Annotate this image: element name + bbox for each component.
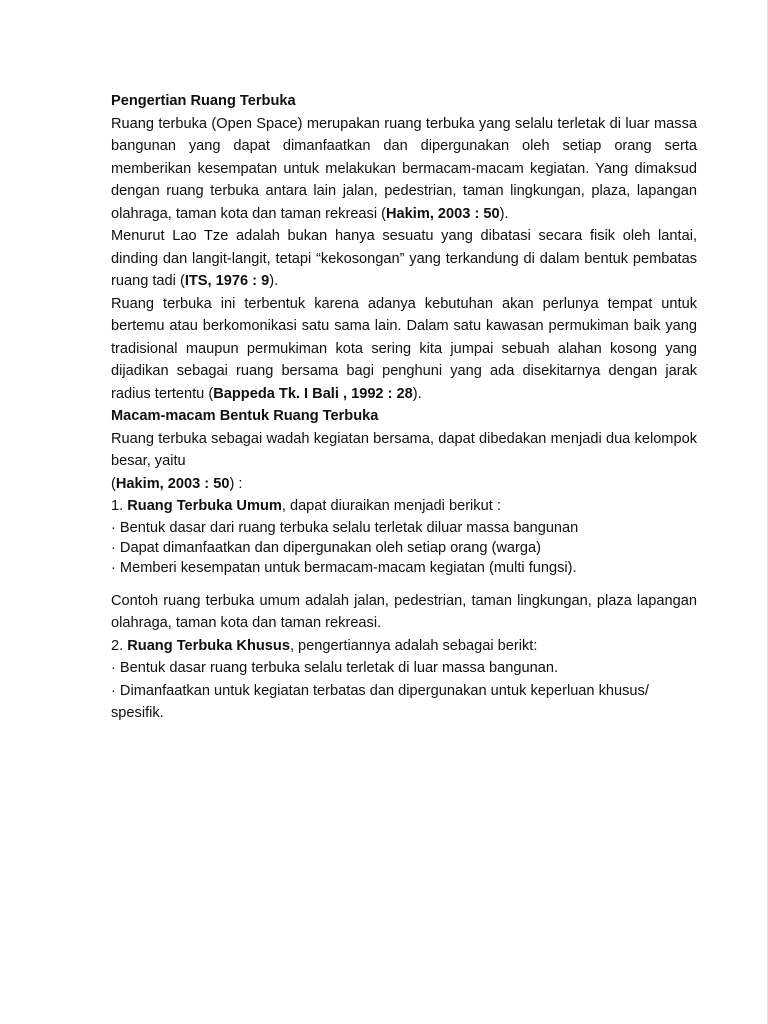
paragraph-definition: Ruang terbuka (Open Space) merupakan ruang terbuka yang selalu terletak di luar massa bangunan yang dapat dimanfaatkan dan dipergunakan oleh setiap orang serta memberikan kesempatan untuk melakukan bermacam-macam kegiatan. Yang dimaksud dengan ruang terbuka antara lain jalan, pedestrian, taman lingkungan, plaza, lapangan olahraga, taman kota dan taman rekreasi (Hakim, 2003 : 50). — [111, 115, 697, 222]
section-heading-pengertian: Pengertian Ruang Terbuka — [111, 93, 296, 109]
item-title: Ruang Terbuka Khusus — [127, 637, 290, 654]
paragraph-formation: Ruang terbuka ini terbentuk karena adanya kebutuhan akan perlunya tempat untuk bertemu atau berkomonikasi satu sama lain. Dalam satu kawasan permukiman baik yang tradisional maupun permukiman kota sering kita jumpai sebuah alahan kosong yang dijadikan sebagai ruang bersama bagi penghuni yang ada disekitarnya dengan jarak radius tertentu (Bappeda Tk. I Bali , 1992 : 28). — [111, 295, 697, 402]
citation: ITS, 1976 : 9 — [184, 273, 270, 289]
item-heading-khusus: 2. Ruang Terbuka Khusus, pengertiannya adalah sebagai berikt: — [111, 637, 538, 654]
bullet-list-khusus — [111, 657, 697, 725]
document-content — [111, 90, 697, 725]
paragraph-lao-tze: Menurut Lao Tze adalah bukan hanya sesuatu yang dibatasi secara fisik oleh lantai, dinding dan langit-langit, tetapi “kekosongan” yang terkandung di dalam bentuk pembatas ruang tadi (ITS, 1976 : 9). — [111, 228, 697, 289]
citation: Bappeda Tk. I Bali , 1992 : 28 — [213, 385, 413, 402]
list-item: · Dapat dimanfaatkan dan dipergunakan oleh setiap orang (warga) — [111, 539, 541, 556]
paragraph-example: Contoh ruang terbuka umum adalah jalan, pedestrian, taman lingkungan, plaza lapangan olahraga, taman kota dan taman rekreasi. — [111, 592, 697, 631]
bullet-list-umum — [111, 518, 697, 578]
list-item: · Bentuk dasar dari ruang terbuka selalu terletak diluar massa bangunan — [111, 519, 579, 536]
list-item: · Bentuk dasar ruang terbuka selalu terletak di luar massa bangunan. — [111, 660, 558, 676]
citation-line: (Hakim, 2003 : 50) : — [111, 475, 243, 492]
item-heading-umum: 1. Ruang Terbuka Umum, dapat diuraikan menjadi berikut : — [111, 498, 501, 514]
citation: Hakim, 2003 : 50 — [386, 205, 500, 222]
section-heading-macam: Macam-macam Bentuk Ruang Terbuka — [111, 408, 379, 424]
citation: Hakim, 2003 : 50 — [115, 475, 230, 492]
item-title: Ruang Terbuka Umum — [127, 498, 282, 514]
list-item: · Dimanfaatkan untuk kegiatan terbatas dan dipergunakan untuk keperluan khusus/ spesifik. — [111, 682, 649, 721]
paragraph-intro: Ruang terbuka sebagai wadah kegiatan bersama, dapat dibedakan menjadi dua kelompok besar, yaitu — [111, 430, 697, 469]
list-item: · Memberi kesempatan untuk bermacam-macam kegiatan (multi fungsi). — [111, 559, 577, 576]
